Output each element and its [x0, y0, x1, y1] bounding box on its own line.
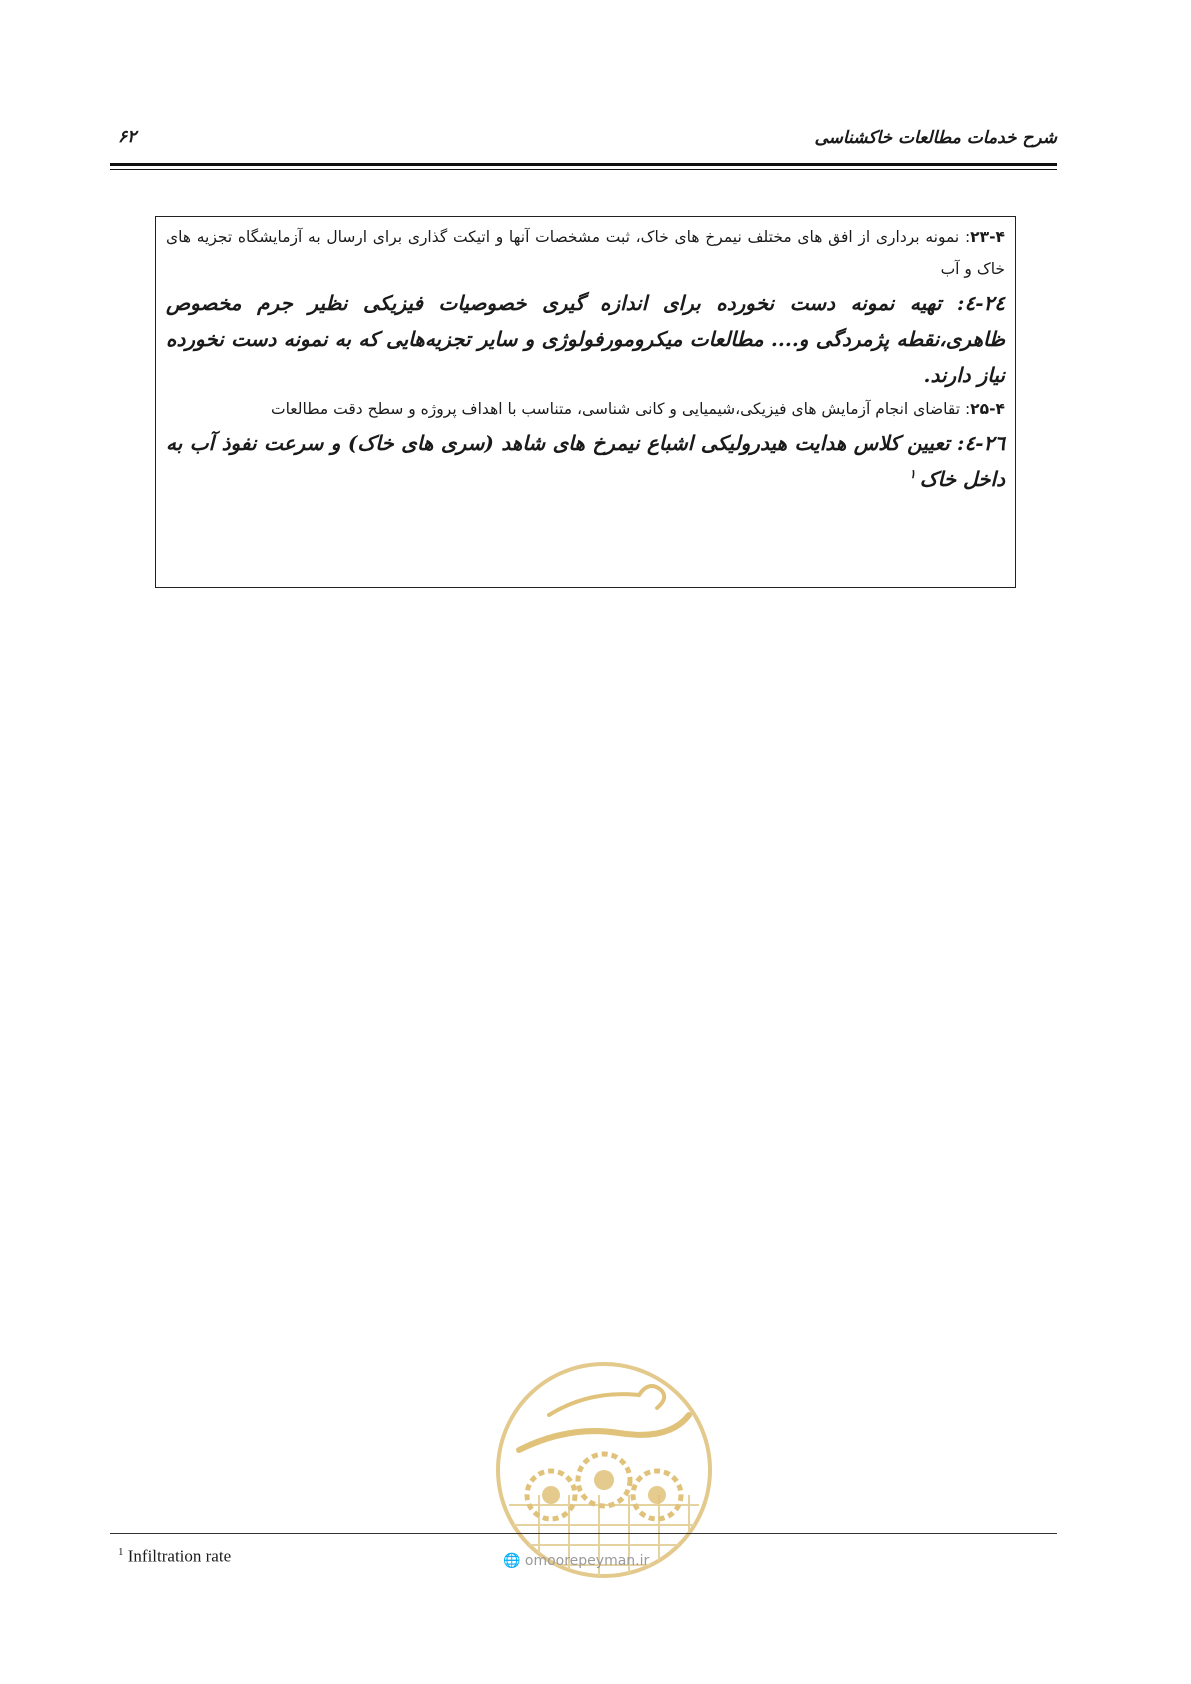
footnote-marker: 1 — [118, 1546, 124, 1558]
footnote — [118, 1546, 231, 1567]
item-23 — [166, 221, 1005, 285]
watermark-url-text: omoorepeyman.ir — [524, 1553, 650, 1569]
running-header-title: شرح خدمات مطالعات خاکشناسی — [814, 128, 1057, 148]
watermark-url — [503, 1553, 649, 1569]
globe-icon: 🌐 — [503, 1553, 521, 1569]
header-rule — [110, 163, 1057, 166]
page-number: ۶۲ — [118, 127, 137, 147]
header-rule-thin — [110, 169, 1057, 170]
footnote-text: Infiltration rate — [127, 1546, 232, 1566]
item-text: تهیه نمونه دست نخورده برای اندازه گیری خصوصیات فیزیکی نظیر جرم مخصوص ظاهری،نقطه پژمردگی و.... مطالعات میکرومورفولوژی و سایر تجزیه‌هایی که به نمونه دست نخورده نیاز دارند. — [166, 291, 1005, 387]
item-separator: : — [941, 291, 965, 315]
item-text: تقاضای انجام آزمایش های فیزیکی،شیمیایی و کانی شناسی، متناسب با اهداف پروژه و سطح دقت مطالعات — [270, 400, 961, 418]
item-number: ۲۳-۴ — [970, 228, 1005, 246]
footnote-reference: ۱ — [909, 467, 916, 482]
item-separator: : — [949, 431, 965, 455]
item-text: نمونه برداری از افق های مختلف نیمرخ های خاک، ثبت مشخصات آنها و اتیکت گذاری برای ارسال به آزمایشگاه تجزیه های خاک و آب — [166, 228, 1005, 278]
watermark-logo-icon — [489, 1355, 719, 1585]
item-separator: : — [959, 228, 971, 246]
item-number: ۲۵-۴ — [970, 400, 1005, 418]
item-24 — [166, 285, 1005, 393]
item-text: تعیین کلاس هدایت هیدرولیکی اشباع نیمرخ های شاهد (سری های خاک) و سرعت نفوذ آب به داخل خاک — [166, 431, 1005, 491]
item-number: ۲٦-٤ — [964, 431, 1005, 455]
item-25 — [166, 393, 1005, 425]
item-number: ۲٤-٤ — [964, 291, 1005, 315]
item-separator: : — [960, 400, 971, 418]
content-box — [155, 216, 1016, 588]
footnote-rule — [110, 1533, 1057, 1534]
item-26 — [166, 425, 1005, 497]
